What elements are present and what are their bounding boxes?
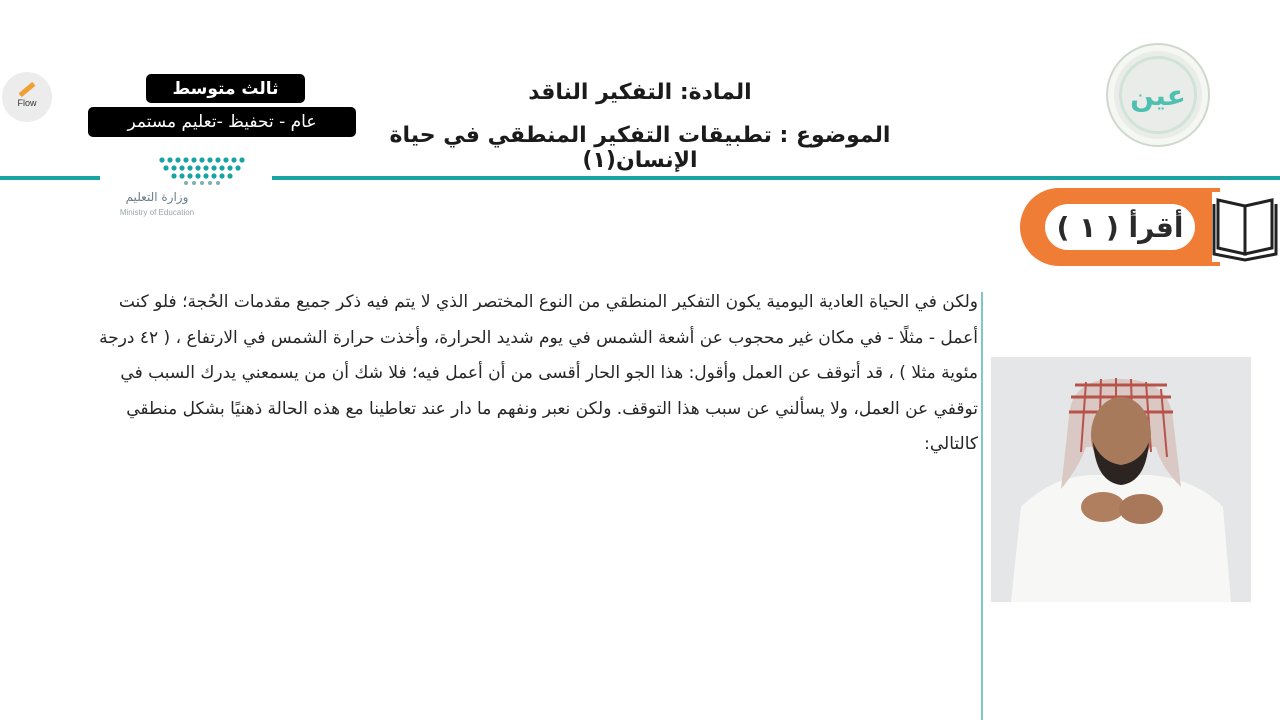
lesson-text-line: كالتالي:	[924, 434, 978, 454]
ministry-logo	[108, 152, 208, 224]
ministry-name-english: Ministry of Education	[119, 208, 195, 217]
track-label: عام - تحفيظ -تعليم مستمر	[88, 107, 356, 137]
section-label: أقرأ ( ١ )	[1045, 204, 1195, 250]
pencil-icon	[18, 81, 35, 96]
presenter-video[interactable]	[991, 357, 1251, 602]
subject-title: المادة: التفكير الناقد	[528, 80, 752, 105]
lesson-text-line: أعمل - مثلًا - في مكان غير محجوب عن أشعة الشمس في يوم شديد الحرارة، وأخذت حرارة الشمس في الارتفاع ، ( ٤٢ درجة	[99, 327, 978, 348]
lesson-text-line: ولكن في الحياة العادية اليومية يكون التفكير المنطقي من النوع المختصر الذي لا يتم فيه ذكر جميع مقدمات الحُجة؛ فلو كنت	[118, 292, 978, 312]
ain-logo	[1108, 45, 1208, 145]
ain-logo-text: عين	[1130, 78, 1186, 112]
topic-title: الموضوع : تطبيقات التفكير المنطقي في حياة الإنسان(١)	[389, 123, 891, 173]
flow-badge[interactable]	[2, 72, 52, 122]
lesson-text	[99, 285, 978, 463]
lesson-text-line: مئوية مثلا ) ، قد أتوقف عن العمل وأقول: هذا الجو الحار أقسى من أن أعمل فيه؛ فلا شك أن من يسمعني يدرك السبب في	[120, 363, 978, 383]
presenter-figure	[991, 357, 1251, 602]
content-divider	[981, 292, 983, 720]
ministry-dots-icon	[154, 154, 274, 186]
book-icon	[1212, 192, 1278, 262]
lesson-text-line: توقفي عن العمل، ولا يسألني عن سبب هذا التوقف. ولكن نعبر ونفهم ما دار عند تعاطينا مع هذه الحالة ذهنيًا بشكل منطقي	[126, 398, 978, 419]
ain-logo-ring	[1119, 56, 1197, 134]
ministry-name-arabic: وزارة التعليم	[125, 190, 189, 204]
section-banner	[1020, 188, 1220, 266]
header-divider-right	[272, 176, 1280, 180]
header-divider-left	[0, 176, 100, 180]
flow-label: Flow	[17, 97, 37, 108]
grade-label: ثالث متوسط	[146, 74, 305, 103]
